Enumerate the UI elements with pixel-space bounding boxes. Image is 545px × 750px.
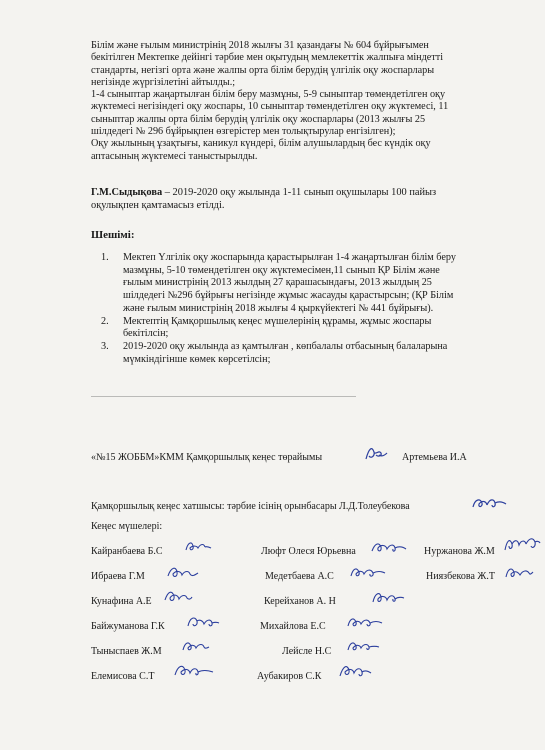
intro-line: Білім және ғылым министрінің 2018 жылғы 31 қазандағы № 604 бұйрығымен [91, 40, 429, 51]
member-name: Елемисова С.Т [91, 671, 155, 682]
intro-line: аптасының жүктемесі таныстырылды. [91, 150, 258, 162]
member-name: Кайранбаева Б.С [91, 546, 163, 557]
member-name: Ниязбекова Ж.Т [426, 571, 495, 582]
member-signature [180, 638, 212, 656]
decision-line: шілдедегі №296 бұйрығы негізінде жұмыс жасауды қарастырсын; (ҚР Білім [123, 290, 454, 302]
intro-paragraph [91, 40, 501, 163]
intro-line: Оқу жылының ұзақтығы, каникул күндері, білім алушылардың бес күндік оқу [91, 138, 431, 150]
member-name: Люфт Олеся Юрьевна [261, 546, 356, 557]
member-signature [337, 660, 373, 684]
secretary-signature [470, 494, 510, 514]
member-signature [345, 638, 381, 656]
decision-number: 3. [101, 340, 109, 352]
intro-line: жүктемесі негізіндегі оқу жоспары, 10 сыныптар төмендетілген оқу жүктемесі, 11 [91, 101, 449, 113]
member-signature [345, 613, 385, 633]
chair-role: «№15 ЖОББМ»КММ Қамқоршылық кеңес төрайымы [91, 452, 323, 463]
decision-number: 1. [101, 252, 109, 263]
member-name: Ибраева Г.М [91, 571, 145, 582]
member-signature [369, 538, 409, 558]
members-title: Кеңес мүшелері: [91, 521, 163, 532]
member-name: Медетбаева А.С [265, 571, 334, 582]
intro-line: 1-4 сыныптар жаңартылған білім беру мазмұны, 5-9 сыныптар төмендетілген оқу [91, 89, 446, 101]
member-name: Аубакиров С.К [257, 671, 322, 682]
decision-item [101, 316, 511, 341]
decision-number: 2. [101, 315, 109, 327]
decision-line: ғылым министрінің 2013 жылдың 27 қарашасындағы, 2013 жылдың 25 [123, 277, 432, 289]
decision-line: бекітілсін; [123, 328, 169, 340]
intro-line: сыныптар жалпы орта білім берудің үлгілік оқу жоспарлары (2013 жылғы 25 [91, 113, 426, 125]
member-name: Кунафина А.Е [91, 596, 152, 607]
intro-line: стандарты, негізгі орта және жалпы орта білім берудің үлгілік оқу жоспарлары [91, 64, 435, 76]
member-name: Лейсле Н.С [282, 646, 332, 657]
member-signature [165, 563, 201, 583]
decision-line: Мектептің Қамқоршылық кеңес мүшелерінің құрамы, жұмыс жоспары [123, 315, 432, 327]
decision-heading: Шешімі: [91, 229, 135, 241]
chair-name: Артемьева И.А [402, 452, 467, 463]
speaker-line: – 2019-2020 оқу жылында 1-11 сынып оқушылары 100 пайыз [162, 187, 437, 198]
decision-line: Мектеп Үлгілік оқу жоспарында қарастырылған 1-4 жаңартылған білім беру [123, 252, 456, 263]
decision-item [101, 252, 511, 316]
member-signature [185, 613, 221, 633]
member-signature [183, 538, 213, 556]
member-signature [370, 588, 406, 608]
secretary-role: Қамқоршылық кеңес хатшысы: тәрбие ісінің орынбасары Л.Д.Толеубекова [91, 501, 410, 512]
member-signature [503, 563, 535, 583]
speaker-name: Г.М.Сыдықова [91, 187, 163, 198]
intro-line: шілдедегі № 296 бұйрықпен өзгерістер мен толықтырулар енгізілген); [91, 126, 396, 138]
member-name: Керейханов А. Н [264, 596, 336, 607]
intro-line: негізінде жүргізілетіні айтылды.; [91, 76, 236, 88]
member-signature [172, 661, 216, 683]
member-name: Байжуманова Г.К [91, 621, 165, 632]
faint-rule [91, 396, 356, 397]
member-name: Михайлова Е.С [260, 621, 326, 632]
decision-line: және ғылым министрінің 2018 жылғы 4 қыркүйектегі № 441 бұйрығы). [123, 302, 434, 314]
member-signature [502, 534, 542, 558]
decision-line: 2019-2020 оқу жылында аз қамтылған , көпбалалы отбасының балаларына [123, 340, 448, 352]
member-signature [348, 563, 388, 583]
speaker-line: оқулықпен қамтамасыз етілді. [91, 200, 225, 211]
member-name: Тыныспаев Ж.М [91, 646, 162, 657]
speaker-paragraph [91, 186, 501, 212]
decision-item [101, 341, 511, 366]
intro-line: бекітілген Мектепке дейінгі тәрбие мен оқытудың мемлекеттік жалпыға міндетті [91, 52, 444, 64]
decision-line: мүмкіндігінше көмек көрсетілсін; [123, 353, 271, 365]
decision-list [101, 252, 511, 366]
member-name: Нуржанова Ж.М [424, 546, 495, 557]
chair-signature [363, 444, 389, 464]
member-signature [162, 587, 194, 607]
decision-line: мазмұны, 5-10 төмендетілген оқу жүктемесімен,11 сынып ҚР Білім және [123, 264, 440, 276]
